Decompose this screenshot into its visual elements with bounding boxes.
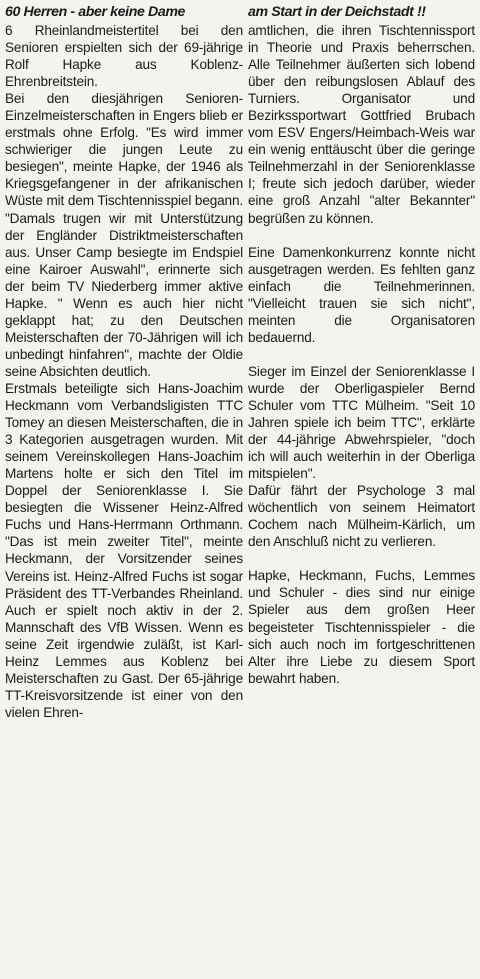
right-column bbox=[248, 4, 475, 687]
paragraph: amtlichen, die ihren Tischtennissport in Theorie und Praxis beherrschen. Alle Teilnehmer äußerten sich lobend über den reibungslosen Ablauf des Turniers. Organisator und Bezirkssportwart Gottfried Brubach vom ESV Engers/Heimbach-Weis war ein wenig enttäuscht über die geringe Teilnehmerzahl in der Seniorenklasse I; freute sich jedoch darüber, wieder eine groß Anzahl "alter Bekannter" begrüßen zu können. bbox=[248, 23, 475, 226]
paragraph: Bei den diesjährigen Senioren-Einzelmeisterschaften in Engers blieb er erstmals ohne Erfolg. "Es wird immer schwieriger die jungen Leute zu besiegen", meinte Hapke, der 1946 als Kriegsgefangener in der afrikanischen Wüste mit dem Tischtennisspiel begann. "Damals trugen wir mit Unterstützung der Engländer Distriktmeisterschaften aus. Unser Camp besiegte im Endspiel eine Kairoer Auswahl", erinnerte sich der beim TV Niederberg immer aktive Hapke. " Wenn es auch hier nicht geklappt hat; zu den Deutschen Meisterschaften der 70-Jährigen will ich unbedingt hinfahren", machte der Oldie seine Absichten deutlich. bbox=[5, 91, 243, 379]
paragraph: Dafür fährt der Psychologe 3 mal wöchentlich von seinem Heimatort Cochem nach Mülheim-Kärlich, um den Anschluß nicht zu verlieren. bbox=[248, 483, 475, 550]
headline-part-1: 60 Herren - aber keine Dame bbox=[5, 4, 186, 20]
paragraph: 6 Rheinlandmeistertitel bei den Senioren erspielten sich der 69-jährige Rolf Hapke aus Koblenz-Ehrenbreitstein. bbox=[5, 23, 243, 90]
left-column bbox=[5, 4, 243, 721]
paragraph: Sieger im Einzel der Seniorenklasse I wurde der Oberligaspieler Bernd Schuler vom TTC Mülheim. "Seit 10 Jahren spiele ich beim TTC", erklärte der 44-jährige Abwehrspieler, "doch ich will auch weiterhin in der Oberliga mitspielen". bbox=[248, 363, 475, 482]
paragraph: Hapke, Heckmann, Fuchs, Lemmes und Schuler - dies sind nur einige Spieler aus dem großen Heer begeisteter Tischtennisspieler - die sich auch noch im fortgeschrittenen Alter ihre Liebe zu diesem Sport bewahrt haben. bbox=[248, 568, 475, 686]
paragraph: Erstmals beteiligte sich Hans-Joachim Heckmann vom Verbandsligisten TTC Tomey an diesen Meisterschaften, die in 3 Kategorien ausgetragen wurden. Mit seinem Vereinskollegen Hans-Joachim Martens holte er sich den Titel im Doppel der Seniorenklasse I. Sie besiegten die Wissener Heinz-Alfred Fuchs und Hans-Herrmann Orthmann. "Das ist mein zweiter Titel", meinte Heckmann, der Vorsitzender seines Vereins ist. Heinz-Alfred Fuchs ist sogar Präsident des TT-Verbandes Rheinland. Auch er spielt noch aktiv in der 2. Mannschaft des VfB Wissen. Wenn es seine Zeit irgendwie zuläßt, ist Karl-Heinz Lemmes aus Koblenz bei Meisterschaften zu Gast. Der 65-jährige TT-Kreisvorsitzende ist einer von den vielen Ehren- bbox=[5, 380, 243, 720]
headline-part-2: am Start in der Deichstadt !! bbox=[248, 4, 426, 20]
paragraph: Eine Damenkonkurrenz konnte nicht ausgetragen werden. Es fehlten ganz einfach die Teilnehmerinnen. "Vielleicht trauen sie sich nicht", meinten die Organisatoren bedauernd. bbox=[248, 244, 475, 345]
